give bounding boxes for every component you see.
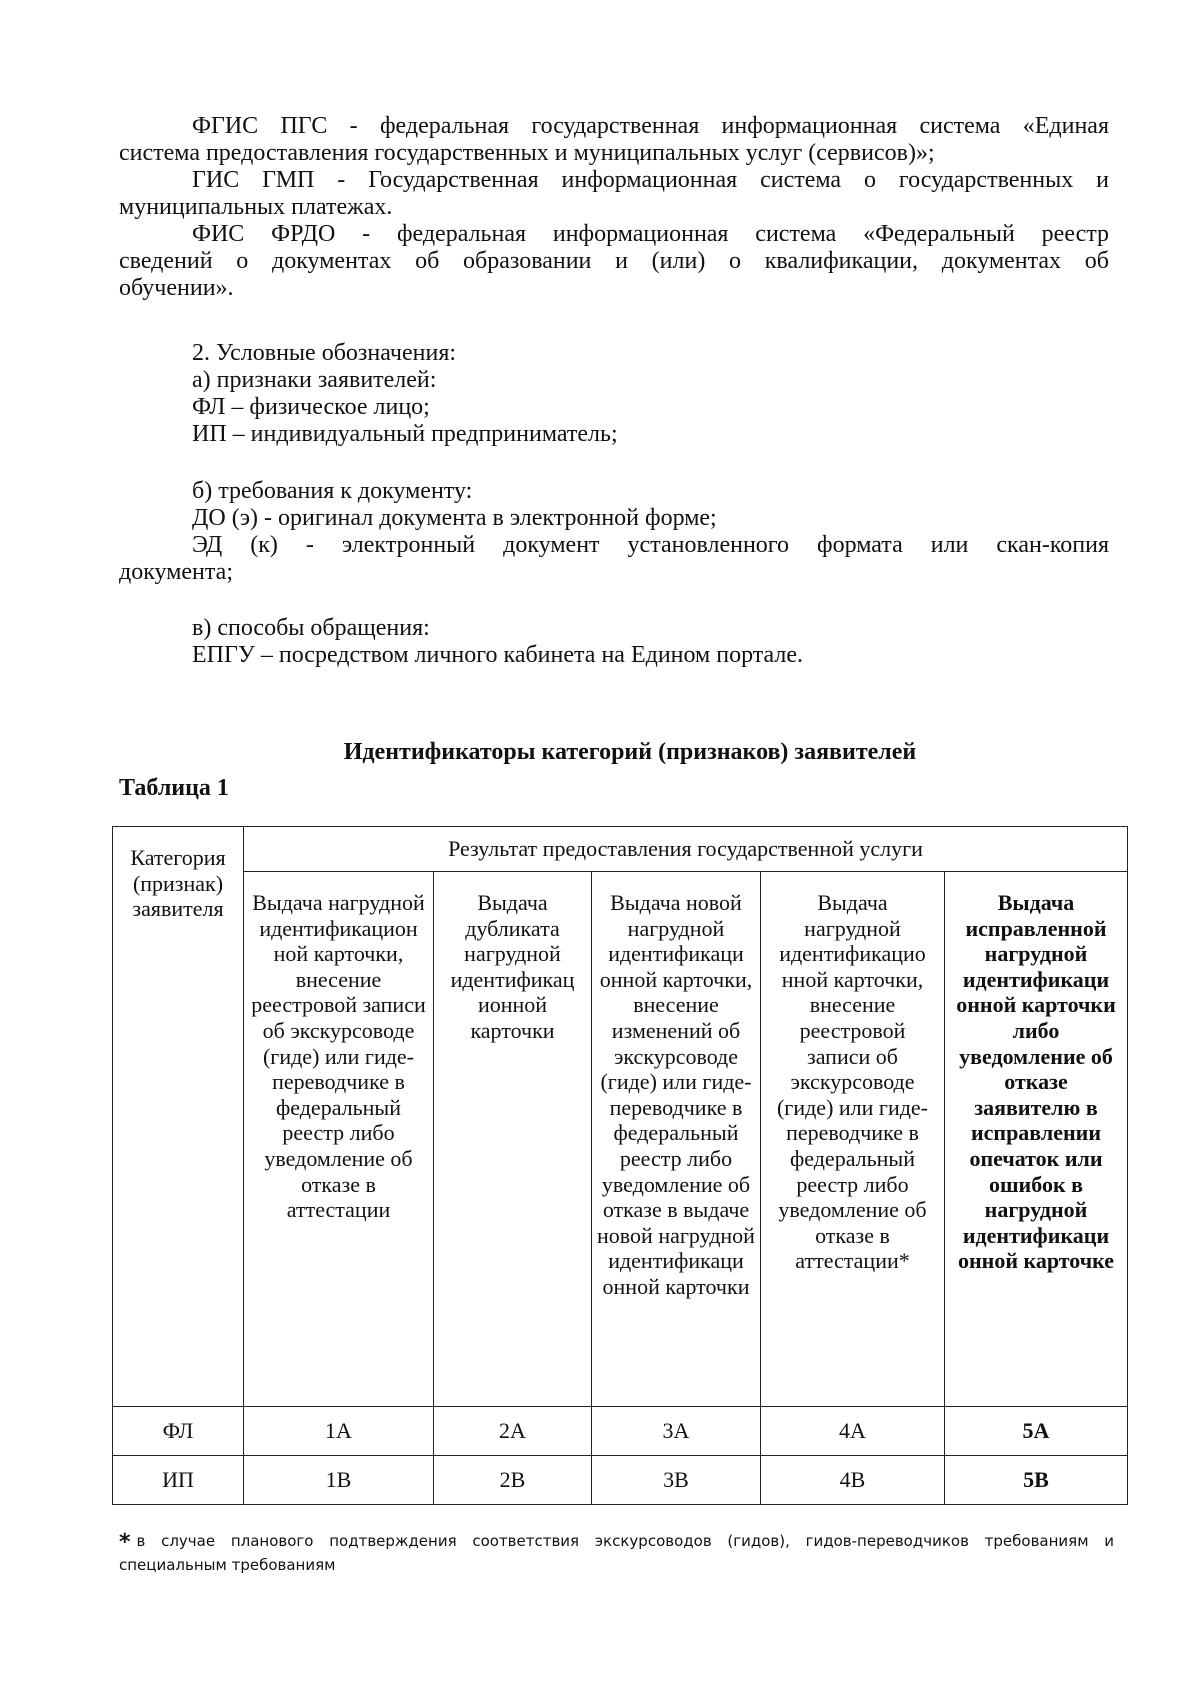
table-cell: 3А: [592, 1407, 761, 1456]
table-cell: 2А: [434, 1407, 592, 1456]
result-column-header: Выдача нагрудной идентификацион ной карточки, внесение реестровой записи об экскурсоводе (гиде) или гиде-переводчике в федеральный реестр либо уведомление об отказе в аттестации: [244, 872, 434, 1407]
table-cell: 5А: [945, 1407, 1128, 1456]
footnote-text: в случае планового подтверждения соответствия экскурсоводов (гидов), гидов-переводчиков требованиям и специальным требованиям: [119, 1532, 1114, 1574]
footnote-mark: *: [119, 1530, 131, 1555]
legend-ed-line: документа;: [119, 559, 233, 585]
legend-ed-line: ЭД (к) - электронный документ установленного формата или скан-копия: [192, 532, 1109, 558]
table-caption: Таблица 1: [119, 775, 229, 801]
definition-line: ФГИС ПГС - федеральная государственная информационная система «Единая: [192, 113, 1109, 139]
definition-line: ГИС ГМП - Государственная информационная система о государственных и: [192, 167, 1109, 193]
definition-line: муниципальных платежах.: [119, 194, 393, 220]
table-cell: 1А: [244, 1407, 434, 1456]
footnote: [119, 1530, 1114, 1576]
table-cell: 4В: [761, 1456, 945, 1505]
legend-a-title: а) признаки заявителей:: [192, 367, 437, 393]
table-cell: 2В: [434, 1456, 592, 1505]
table-row: [113, 1407, 1128, 1456]
result-column-header: Выдача дубликата нагрудной идентификац ионной карточки: [434, 872, 592, 1407]
row-label-cell: ФЛ: [113, 1407, 244, 1456]
definition-line: система предоставления государственных и муниципальных услуг (сервисов)»;: [119, 140, 935, 166]
table-cell: 3В: [592, 1456, 761, 1505]
result-column-header: Выдача новой нагрудной идентификаци онной карточки, внесение изменений об экскурсоводе (гиде) или гиде-переводчике в федеральный реестр либо уведомление об отказе в выдаче новой нагрудной идентификаци онной карточки: [592, 872, 761, 1407]
legend-title: 2. Условные обозначения:: [192, 340, 457, 366]
legend-fl: ФЛ – физическое лицо;: [192, 394, 430, 420]
definition-line: ФИС ФРДО - федеральная информационная система «Федеральный реестр: [192, 221, 1109, 247]
result-column-header: Выдача нагрудной идентификацио нной карточки, внесение реестровой записи об экскурсоводе (гиде) или гиде-переводчике в федеральный реестр либо уведомление об отказе в аттестации*: [761, 872, 945, 1407]
definition-fis-frdo: [119, 221, 1109, 302]
legend-v-title: в) способы обращения:: [192, 615, 430, 641]
definition-line: сведений о документах об образовании и (или) о квалификации, документах об: [119, 248, 1109, 274]
definition-fgis-pgs: [119, 113, 1109, 167]
legend-ed: [119, 532, 1109, 586]
definition-line: обучении».: [119, 275, 234, 301]
table-heading: Идентификаторы категорий (признаков) заявителей: [343, 739, 917, 765]
legend-epgu: ЕПГУ – посредством личного кабинета на Едином портале.: [192, 642, 804, 668]
legend-do: ДО (э) - оригинал документа в электронной форме;: [192, 505, 717, 531]
legend-b-title: б) требования к документу:: [192, 478, 473, 504]
table-cell: 5В: [945, 1456, 1128, 1505]
result-header-cell: Результат предоставления государственной услуги: [244, 827, 1128, 872]
category-header-cell: Категория (признак) заявителя: [113, 827, 244, 1407]
row-label-cell: ИП: [113, 1456, 244, 1505]
result-column-header: Выдача исправленной нагрудной идентификаци онной карточки либо уведомление об отказе заявителю в исправлении опечаток или ошибок в нагрудной идентификаци онной карточке: [945, 872, 1128, 1407]
applicant-category-table: [112, 826, 1128, 1505]
table-row: [113, 1456, 1128, 1505]
table-cell: 4А: [761, 1407, 945, 1456]
definition-gis-gmp: [119, 167, 1109, 221]
table-cell: 1В: [244, 1456, 434, 1505]
legend-ip: ИП – индивидуальный предприниматель;: [192, 421, 618, 447]
